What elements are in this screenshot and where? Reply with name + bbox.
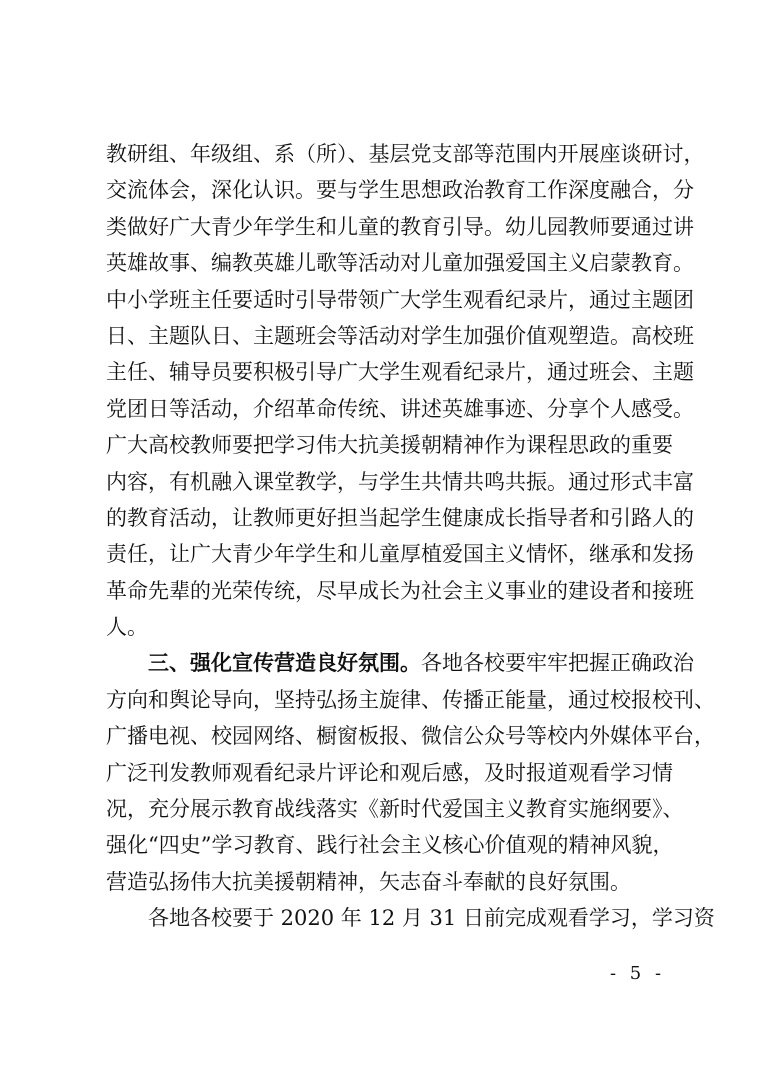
section-first-line-text: 各地各校要牢牢把握正确政治 [421,651,694,676]
paragraph-line: 革命先辈的光荣传统，尽早成长为社会主义事业的建设者和接班 [106,578,694,603]
paragraph-line: 广播电视、校园网络、橱窗板报、微信公众号等校内外媒体平台， [106,724,715,749]
paragraph-line: 方向和舆论导向，坚持弘扬主旋律、传播正能量，通过校报校刊、 [106,687,715,712]
paragraph-line: 主任、辅导员要积极引导广大学生观看纪录片，通过班会、主题 [106,360,694,385]
section-heading: 三、强化宣传营造良好氛围。 [148,650,421,676]
paragraph-line: 营造弘扬伟大抗美援朝精神，矢志奋斗奉献的良好氛围。 [106,869,631,894]
paragraph-line: 类做好广大青少年学生和儿童的教育引导。幼儿园教师要通过讲 [106,214,694,239]
paragraph-line: 广泛刊发教师观看纪录片评论和观后感，及时报道观看学习情 [106,760,673,785]
paragraph-line: 的教育活动，让教师更好担当起学生健康成长指导者和引路人的 [106,505,694,530]
paragraph-line: 广大高校教师要把学习伟大抗美援朝精神作为课程思政的重要 [106,433,673,458]
paragraph-line: 中小学班主任要适时引导带领广大学生观看纪录片，通过主题团 [106,287,694,312]
paragraph-line: 责任，让广大青少年学生和儿童厚植爱国主义情怀，继承和发扬 [106,542,694,567]
paragraph-line: 党团日等活动，介绍革命传统、讲述英雄事迹、分享个人感受。 [106,396,694,421]
paragraph-line: 日、主题队日、主题班会等活动对学生加强价值观塑造。高校班 [106,323,694,348]
paragraph-line: 强化“四史”学习教育、践行社会主义核心价值观的精神风貌， [106,833,674,858]
paragraph-line: 内容，有机融入课堂教学，与学生共情共鸣共振。通过形式丰富 [106,469,694,494]
page-number: - 5 - [610,963,666,984]
paragraph-line: 教研组、年级组、系（所）、基层党支部等范围内开展座谈研讨， [106,142,705,166]
closing-line: 各地各校要于 2020 年 12 月 31 日前完成观看学习，学习资 [148,906,715,931]
body-text [106,136,715,937]
paragraph-line: 况，充分展示教育战线落实《新时代爱国主义教育实施纲要》、 [106,797,684,822]
paragraph-line: 英雄故事、编教英雄儿歌等活动对儿童加强爱国主义启蒙教育。 [106,251,694,276]
section-heading-line [106,645,694,681]
paragraph-line: 交流体会，深化认识。要与学生思想政治教育工作深度融合，分 [106,178,694,203]
paragraph-line: 人。 [106,615,148,640]
